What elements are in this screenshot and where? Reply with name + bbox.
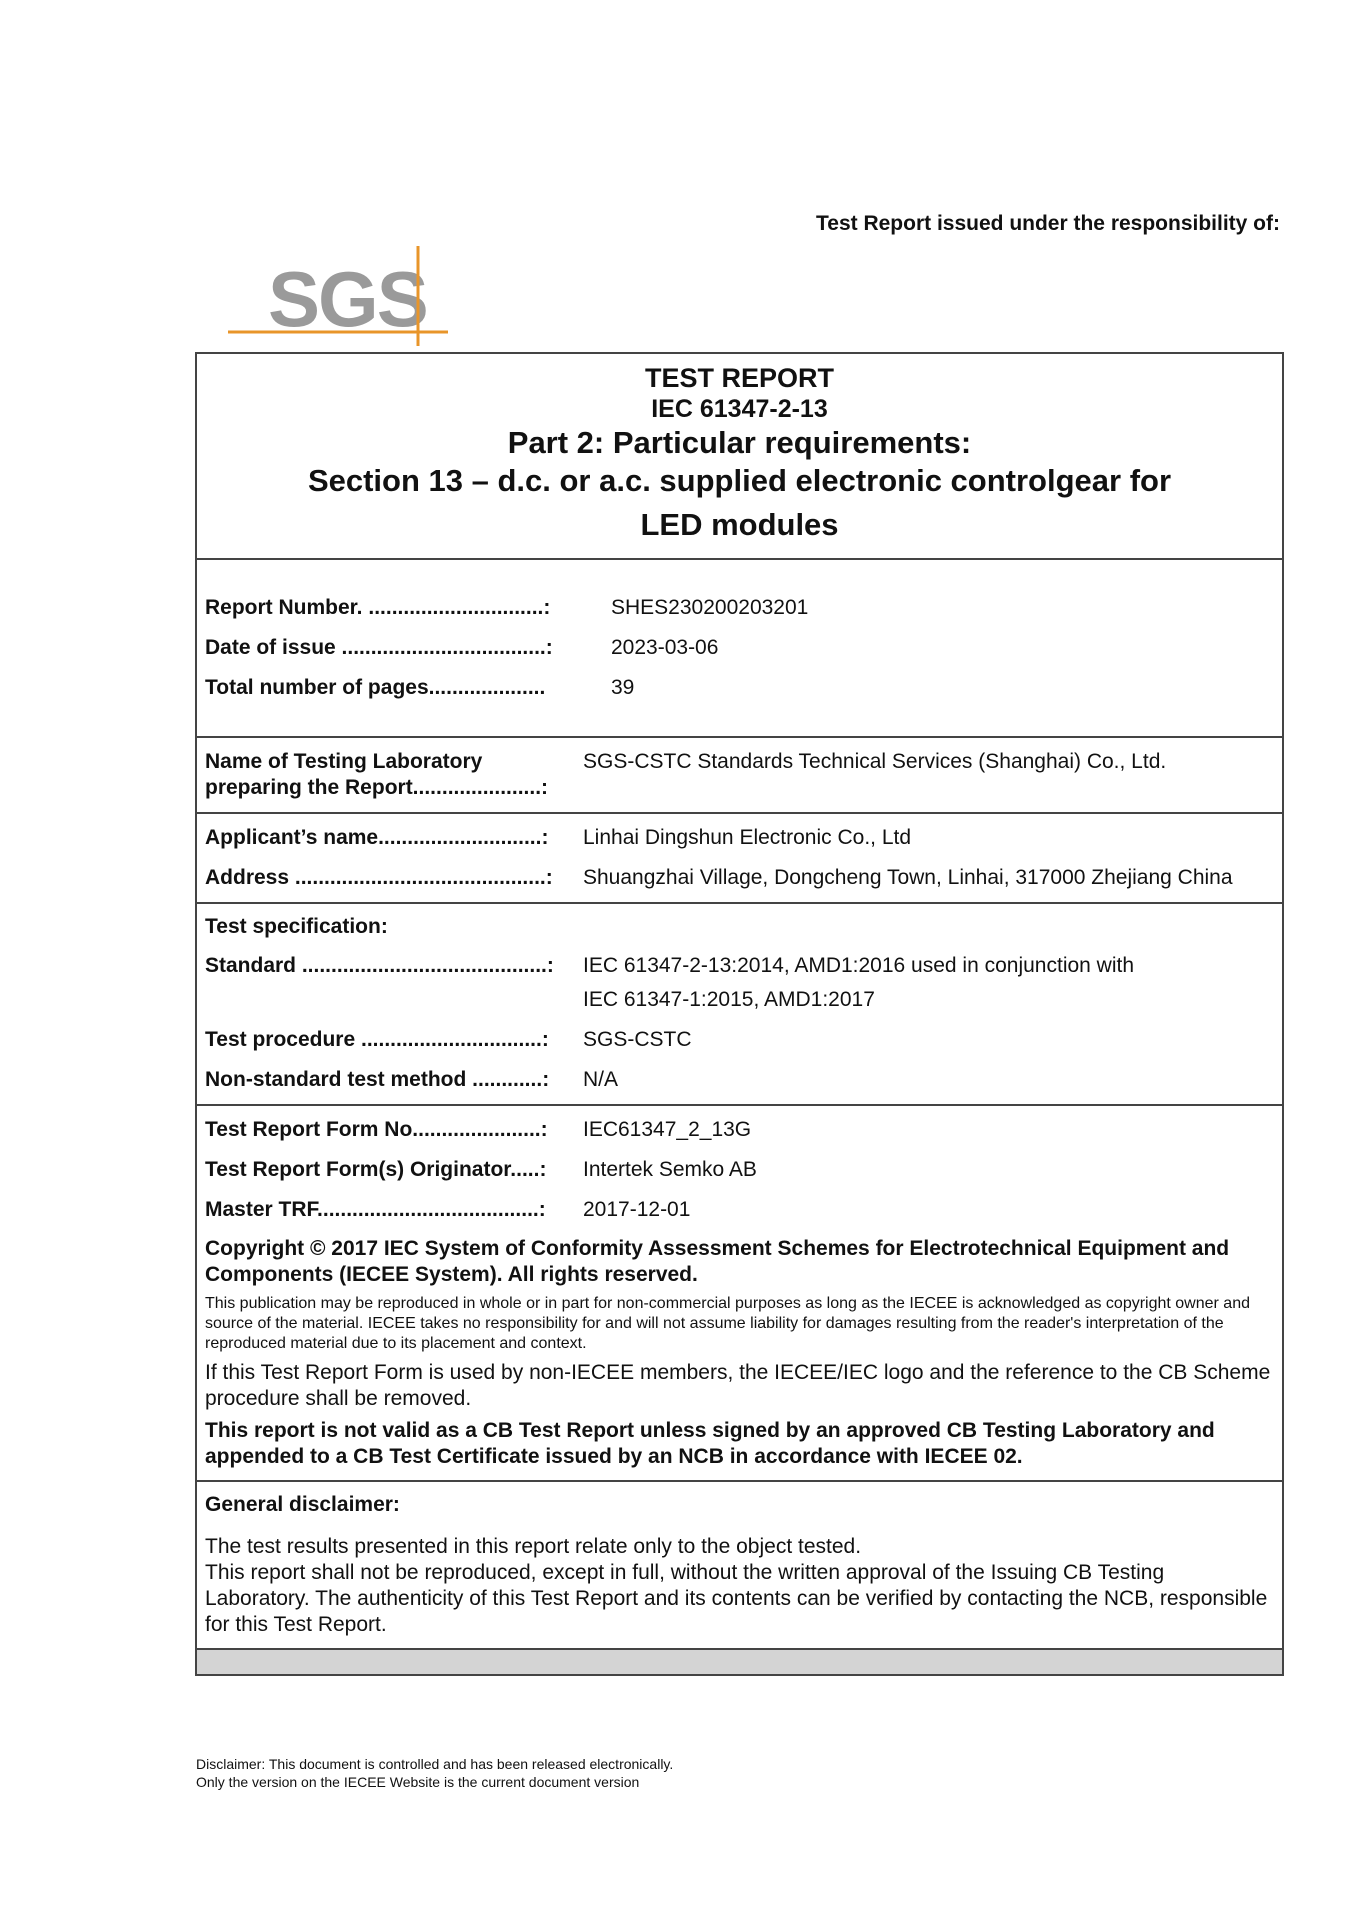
validity-note: This report is not valid as a CB Test Report unless signed by an approved CB Testing Laboratory and appended to a CB Test Certificate issued by an NCB in accordance with IECEE 02. <box>205 1419 1215 1468</box>
title-standard: IEC 61347-2-13 <box>651 395 828 423</box>
test-spec-heading: Test specification: <box>205 915 388 938</box>
total-pages-row <box>205 668 1274 708</box>
test-procedure-row <box>205 1020 1274 1060</box>
total-pages-value: 39 <box>611 676 635 699</box>
master-trf-row <box>205 1190 1274 1230</box>
laboratory-section <box>197 738 1282 814</box>
report-number-row <box>205 588 1274 628</box>
copyright-notice: Copyright © 2017 IEC System of Conformity Assessment Schemes for Electrotechnical Equipment and Components (IECEE System). All rights reserved. <box>205 1237 1230 1286</box>
publication-note: This publication may be reproduced in whole or in part for non-commercial purposes as long as the IECEE is acknowledged as copyright owner and source of the material. IECEE takes no responsibility for and will not assume liability for damages resulting from the reader's interpretation of the reproduced material due to its placement and context. <box>205 1295 1250 1352</box>
total-pages-label: Total number of pages.................... <box>205 676 546 699</box>
trf-form-no-value: IEC61347_2_13G <box>583 1118 752 1141</box>
address-row <box>205 858 1274 898</box>
title-part: Part 2: Particular requirements: <box>507 425 972 460</box>
address-label: Address ...........................................: <box>205 866 553 889</box>
standard-value-line1: IEC 61347-2-13:2014, AMD1:2016 used in conjunction with <box>583 954 1135 977</box>
standard-row <box>205 946 1274 1020</box>
standard-label: Standard ..........................................: <box>205 954 554 977</box>
laboratory-label-line1: Name of Testing Laboratory <box>205 750 483 773</box>
standard-value-line2: IEC 61347-1:2015, AMD1:2017 <box>583 988 875 1011</box>
report-info-section <box>197 560 1282 738</box>
title-section: Section 13 – d.c. or a.c. supplied electronic controlgear for <box>307 463 1172 498</box>
laboratory-label-line2: preparing the Report......................: <box>205 776 549 799</box>
title-led-modules: LED modules <box>640 507 839 542</box>
date-of-issue-label: Date of issue ...................................: <box>205 636 553 659</box>
disclaimer-section <box>197 1482 1282 1650</box>
footer-disclaimer <box>196 1755 673 1791</box>
non-iecee-note: If this Test Report Form is used by non-IECEE members, the IECEE/IEC logo and the reference to the CB Scheme procedure shall be removed. <box>205 1361 1271 1410</box>
trf-form-no-row <box>205 1110 1274 1150</box>
applicant-name-label: Applicant’s name............................: <box>205 826 549 849</box>
non-standard-row <box>205 1060 1274 1100</box>
address-value: Shuangzhai Village, Dongcheng Town, Linhai, 317000 Zhejiang China <box>583 866 1233 889</box>
test-spec-section <box>197 904 1282 1106</box>
trf-originator-row <box>205 1150 1274 1190</box>
report-frame <box>195 352 1284 1676</box>
date-of-issue-row <box>205 628 1274 668</box>
date-of-issue-value: 2023-03-06 <box>611 636 719 659</box>
report-number-label: Report Number. ..............................: <box>205 596 551 619</box>
test-procedure-value: SGS-CSTC <box>583 1028 692 1051</box>
laboratory-row <box>205 742 1274 808</box>
title-block <box>197 354 1282 560</box>
title-test-report: TEST REPORT <box>644 363 834 393</box>
trf-form-no-label: Test Report Form No......................: <box>205 1118 548 1141</box>
test-procedure-label: Test procedure ...............................: <box>205 1028 549 1051</box>
laboratory-value: SGS-CSTC Standards Technical Services (Shanghai) Co., Ltd. <box>583 750 1167 773</box>
footer-line2: Only the version on the IECEE Website is the current document version <box>196 1774 640 1790</box>
master-trf-label: Master TRF......................................: <box>205 1198 546 1221</box>
disclaimer-text1: The test results presented in this report relate only to the object tested. <box>205 1535 862 1558</box>
grey-bar <box>197 1650 1282 1674</box>
applicant-section <box>197 814 1282 904</box>
sgs-logo-text: SGS <box>268 255 427 343</box>
footer-line1: Disclaimer: This document is controlled and has been released electronically. <box>196 1756 674 1772</box>
disclaimer-text2: This report shall not be reproduced, except in full, without the written approval of the Issuing CB Testing Laboratory. The authenticity of this Test Report and its contents can be verified by contacting the NCB, responsible for this Test Report. <box>205 1561 1268 1636</box>
trf-originator-label: Test Report Form(s) Originator.....: <box>205 1158 547 1181</box>
applicant-name-row <box>205 818 1274 858</box>
applicant-name-value: Linhai Dingshun Electronic Co., Ltd <box>583 826 912 849</box>
report-number-value: SHES230200203201 <box>611 596 809 619</box>
non-standard-value: N/A <box>583 1068 619 1091</box>
issued-by-text: Test Report issued under the responsibility of: <box>816 212 1280 235</box>
trf-originator-value: Intertek Semko AB <box>583 1158 757 1181</box>
sgs-logo <box>228 246 448 346</box>
non-standard-label: Non-standard test method ............: <box>205 1068 550 1091</box>
disclaimer-heading: General disclaimer: <box>205 1493 400 1516</box>
master-trf-value: 2017-12-01 <box>583 1198 691 1221</box>
trf-section <box>197 1106 1282 1482</box>
